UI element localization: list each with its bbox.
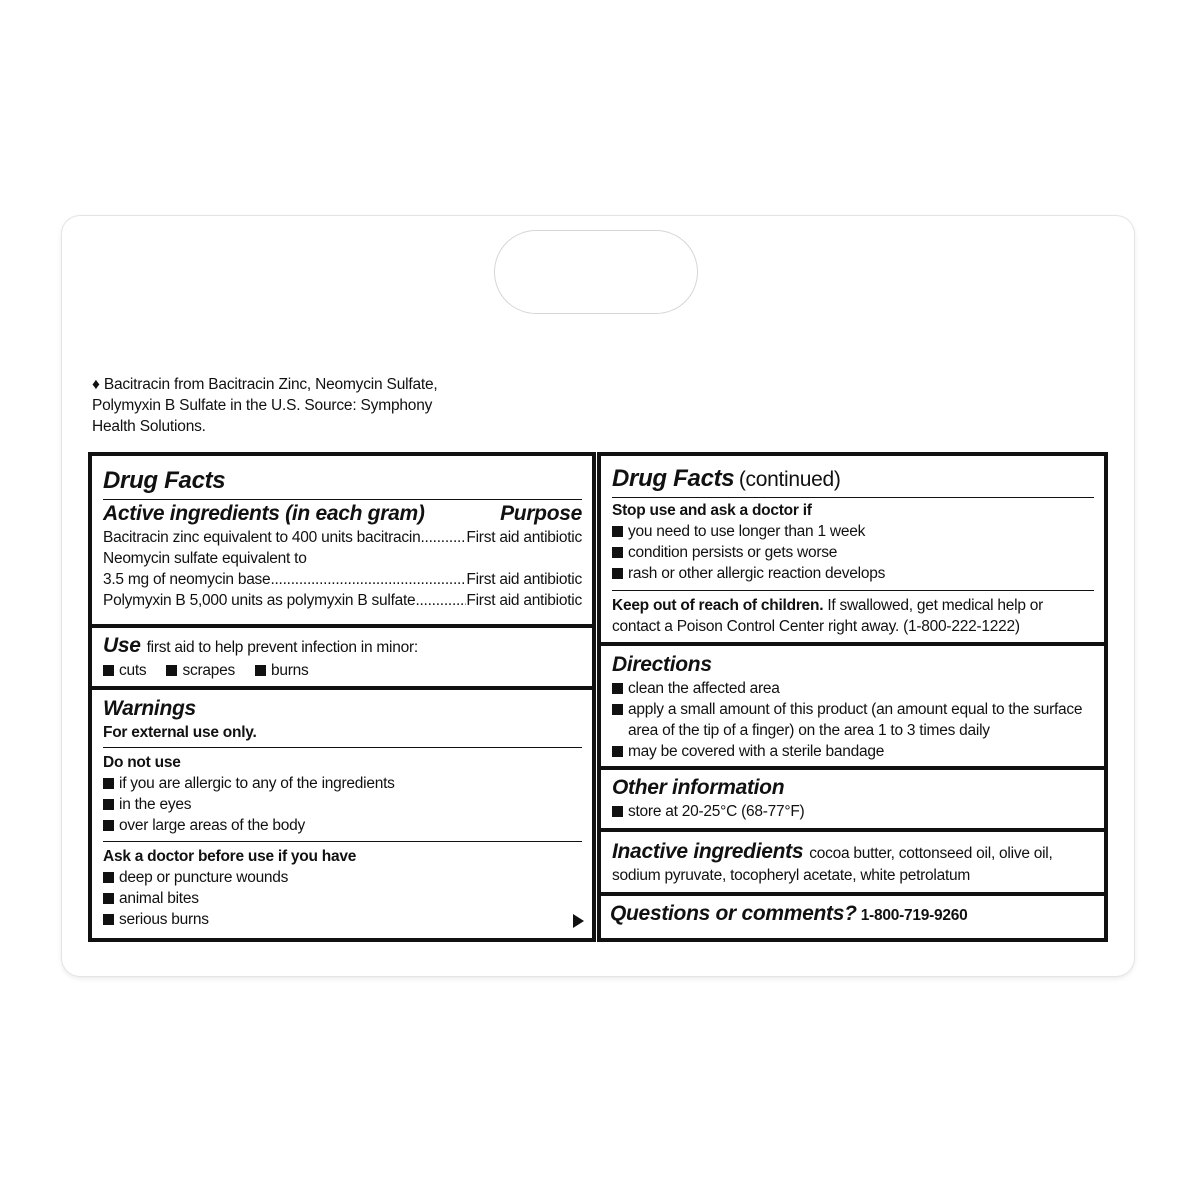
stop-use-item: condition persists or gets worse [612,542,1094,563]
active-ingredients-heading: Active ingredients (in each gram) [103,502,425,525]
keep-out-block [612,590,1094,637]
stop-use-item: you need to use longer than 1 week [612,521,1094,542]
warning-item: deep or puncture wounds [103,867,582,888]
questions-section [601,896,1104,927]
drug-facts-panel-left [88,452,596,942]
active-ingredients-section [92,456,592,628]
use-line [103,633,582,659]
questions-heading: Questions or comments? [610,902,857,925]
ingredient-purpose: First aid antibiotic [466,529,582,546]
hang-hole [494,230,698,314]
use-item: cuts [103,660,146,681]
ingredient-purpose: First aid antibiotic [466,571,582,588]
stop-use-section [601,456,1104,646]
inactive-ingredients-section [601,832,1104,896]
stop-use-item: rash or other allergic reaction develops [612,563,1094,584]
leader-dots [421,527,467,548]
divider [103,499,582,500]
continued-suffix: (continued) [738,468,841,491]
directions-heading: Directions [612,653,712,676]
use-items [103,660,582,681]
ask-doctor-block [103,841,582,930]
direction-item-continued: area of the tip of a finger) on the area 1 to 3 times daily [628,722,990,739]
continued-arrow-icon [573,914,584,928]
direction-item: apply a small amount of this product (an amount equal to the surface [612,699,1094,720]
ingredient-row [103,590,582,611]
inactive-text: sodium pyruvate, tocopheryl acetate, white petrolatum [612,867,971,884]
ingredient-name: 3.5 mg of neomycin base [103,571,271,588]
use-text: first aid to help prevent infection in minor: [146,639,418,656]
warning-item: over large areas of the body [103,815,582,836]
warning-item: in the eyes [103,794,582,815]
footnote-line: Polymyxin B Sulfate in the U.S. Source: Symphony [92,397,433,414]
other-information-item: store at 20-25°C (68-77°F) [612,801,1094,822]
leader-dots [270,569,466,590]
directions-section [601,646,1104,770]
drug-facts-title: Drug Facts [103,467,226,494]
ingredient-name: Neomycin sulfate equivalent to [103,550,307,567]
ask-doctor-heading: Ask a doctor before use if you have [103,848,357,865]
keep-out-text: If swallowed, get medical help or [827,597,1044,614]
drug-facts-title: Drug Facts [612,465,735,492]
warning-item: if you are allergic to any of the ingredients [103,773,582,794]
drug-facts-panel-right [597,452,1108,942]
questions-line [610,901,1094,927]
warnings-section [92,690,592,938]
other-information-section [601,770,1104,832]
use-item: burns [255,660,309,681]
inactive-text: cocoa butter, cottonseed oil, olive oil, [809,845,1053,862]
use-heading: Use [103,634,141,657]
purpose-heading: Purpose [500,502,582,525]
keep-out-bold: Keep out of reach of children. [612,597,824,614]
inactive-heading: Inactive ingredients [612,840,804,863]
source-footnote [92,374,472,437]
ingredient-row [103,569,582,590]
do-not-use-block [103,747,582,836]
direction-item: clean the affected area [612,678,1094,699]
direction-item: may be covered with a sterile bandage [612,741,1094,762]
continued-title [612,464,1094,494]
leader-dots [415,590,466,611]
stop-use-block [612,497,1094,584]
external-use-text: For external use only. [103,724,257,741]
footnote-line: Health Solutions. [92,418,206,435]
ingredient-row [103,527,582,548]
do-not-use-heading: Do not use [103,754,181,771]
ingredient-purpose: First aid antibiotic [466,592,582,609]
use-section [92,628,592,690]
warnings-heading: Warnings [103,697,196,720]
questions-phone: 1-800-719-9260 [860,907,968,924]
ingredient-name: Bacitracin zinc equivalent to 400 units bacitracin [103,529,421,546]
inactive-line [612,839,1094,865]
use-item: scrapes [166,660,235,681]
footnote-line: ♦ Bacitracin from Bacitracin Zinc, Neomycin Sulfate, [92,376,438,393]
keep-out-text: contact a Poison Control Center right away. (1-800-222-1222) [612,618,1020,635]
active-ingredients-header [103,501,582,527]
ingredient-name: Polymyxin B 5,000 units as polymyxin B sulfate [103,592,416,609]
other-information-heading: Other information [612,776,785,799]
stop-use-heading: Stop use and ask a doctor if [612,502,812,519]
warning-item: serious burns [103,909,582,930]
warning-item: animal bites [103,888,582,909]
keep-out-line [612,595,1094,616]
